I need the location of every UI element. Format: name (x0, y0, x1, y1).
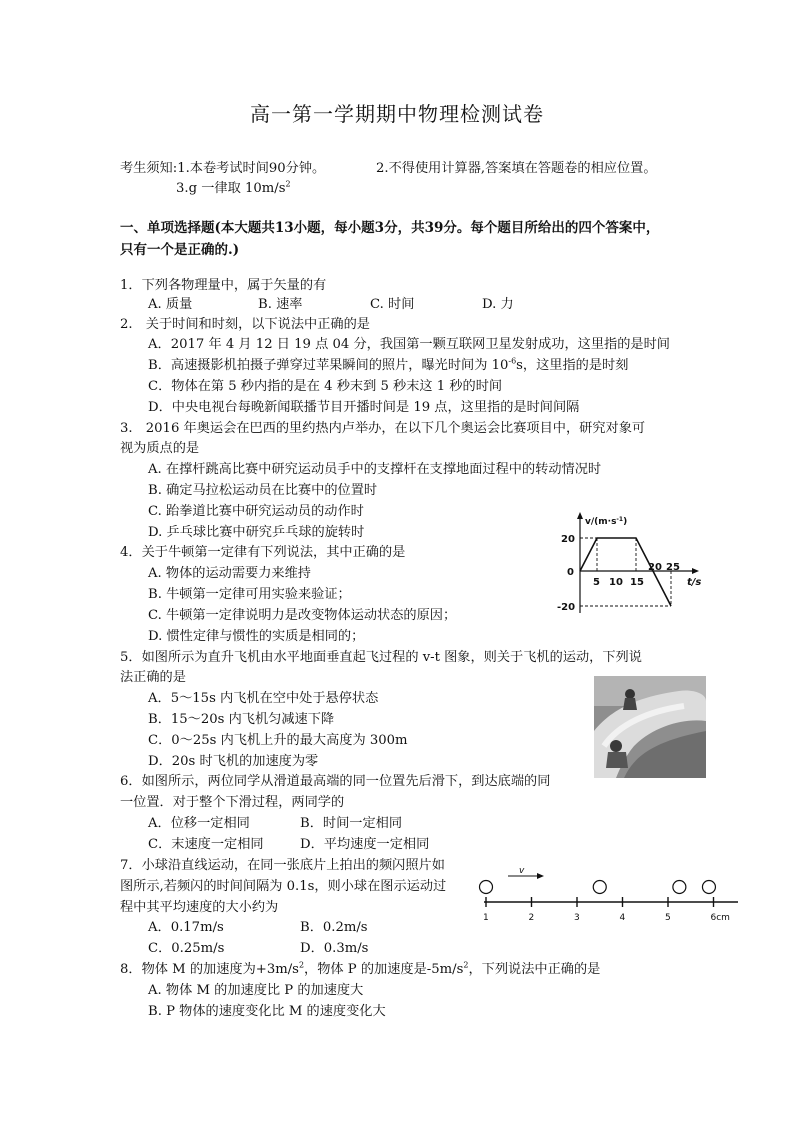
q6-option-c: C．末速度一定相同 (148, 837, 264, 852)
strobe-ball (673, 881, 686, 894)
q5-stem-1: 5．如图所示为直升飞机由水平地面垂直起飞过程的 v-t 图象，则关于飞机的运动，下列说 (120, 650, 642, 665)
q3-option-a: A. 在撑杆跳高比赛中研究运动员手中的支撑杆在支撑地面过程中的转动情况时 (148, 462, 602, 477)
q3-stem-2: 视为质点的是 (120, 441, 200, 456)
vt-xtick-10: 10 (609, 577, 623, 588)
slide-photo (594, 676, 706, 778)
q7-stem-3: 程中其平均速度的大小约为 (120, 900, 279, 915)
ruler-tick-label: 3 (574, 913, 580, 923)
q3-option-b: B. 确定马拉松运动员在比赛中的位置时 (148, 483, 378, 498)
strobe-ruler (476, 860, 742, 924)
ruler-tick-label: 1 (483, 913, 489, 923)
q2-option-a: A．2017 年 4 月 12 日 19 点 04 分，我国第一颗互联网卫星发射成功，这里指的是时间 (148, 337, 670, 352)
q7-stem-2: 图所示,若频闪的时间间隔为 0.1s，则小球在图示运动过 (120, 879, 447, 894)
strobe-ball (480, 881, 493, 894)
ruler-tick-label: 5 (665, 913, 671, 923)
q3-option-d: D. 乒乓球比赛中研究乒乓球的旋转时 (148, 525, 365, 540)
q8-option-a: A. 物体 M 的加速度比 P 的加速度大 (148, 983, 364, 998)
q5-option-b: B．15～20s 内飞机匀减速下降 (148, 712, 335, 727)
q1-option-b: B. 速率 (258, 297, 303, 312)
ruler-tick-label: 6cm (710, 913, 730, 923)
strobe-ball (702, 881, 715, 894)
vt-xtick-25: 25 (666, 562, 680, 573)
page-title: 高一第一学期期中物理检测试卷 (250, 102, 544, 126)
q4-option-a: A. 物体的运动需要力来维持 (148, 566, 311, 581)
q5-option-a: A．5～15s 内飞机在空中处于悬停状态 (148, 691, 379, 706)
section-heading-2: 只有一个是正确的.) (120, 242, 240, 258)
ruler-tick-label: 4 (619, 913, 626, 923)
q6-stem-2: 一位置．对于整个下滑过程，两同学的 (120, 795, 345, 810)
vt-ytick-20: 20 (561, 534, 575, 545)
q2-option-d: D．中央电视台每晚新闻联播节目开播时间是 19 点，这里指的是时间间隔 (148, 400, 580, 415)
q7-option-a: A．0.17m/s (148, 920, 224, 935)
q5-option-c: C．0～25s 内飞机上升的最大高度为 300m (148, 733, 408, 748)
vt-x-arrow (692, 568, 699, 574)
q4-stem: 4．关于牛顿第一定律有下列说法，其中正确的是 (120, 545, 406, 560)
vt-xtick-15: 15 (630, 577, 644, 588)
q3-option-c: C. 跆拳道比赛中研究运动员的动作时 (148, 504, 364, 519)
q6-stem-1: 6．如图所示，两位同学从滑道最高端的同一位置先后滑下，到达底端的同 (120, 774, 551, 789)
notice-line2: 3.g 一律取 $10m/s^2$ (176, 179, 291, 196)
section-heading-1: 一、单项选择题(本大题共13小题，每小题3分，共39分。每个题目所给出的四个答案中， (120, 220, 660, 236)
q6-option-b: B．时间一定相同 (300, 816, 403, 831)
strobe-ball (593, 881, 606, 894)
notice-line1b: 2.不得使用计算器,答案填在答题卷的相应位置。 (376, 161, 657, 176)
q8-stem: 8．物体 M 的加速度为$+3m/s^2$，物体 P 的加速度是$-5m/s^2$，下列说法中正确的是 (120, 960, 601, 977)
q4-option-c: C. 牛顿第一定律说明力是改变物体运动状态的原因； (148, 608, 457, 623)
q7-option-b: B．0.2m/s (300, 920, 368, 935)
q2-option-c: C．物体在第 5 秒内指的是在 4 秒末到 5 秒末这 1 秒的时间 (148, 379, 503, 394)
vt-xtick-5: 5 (593, 577, 600, 588)
vt-xtick-20: 20 (648, 562, 662, 573)
vt-ytick-neg20: -20 (557, 602, 576, 613)
notice-line1a: 考生须知:1.本卷考试时间90分钟。 (120, 161, 326, 176)
ruler-tick-label: 2 (528, 913, 535, 923)
velocity-label: v (519, 866, 525, 876)
q5-option-d: D．20s 时飞机的加速度为零 (148, 754, 319, 769)
vt-xlabel: t/s (687, 577, 702, 588)
vt-y-arrow (577, 512, 583, 519)
q5-stem-2: 法正确的是 (120, 670, 186, 685)
q4-option-d: D. 惯性定律与惯性的实质是相同的； (148, 629, 365, 644)
vt-ytick-0: 0 (567, 567, 574, 578)
q1-option-a: A. 质量 (148, 297, 193, 312)
q2-option-b: B．高速摄影机拍摄子弹穿过苹果瞬间的照片，曝光时间为 $10^{-6}s$，这里指的是时刻 (148, 356, 629, 373)
q3-stem-1: 3. 2016 年奥运会在巴西的里约热内卢举办，在以下几个奥运会比赛项目中，研究对象可 (120, 421, 646, 436)
q6-option-a: A．位移一定相同 (148, 816, 250, 831)
q7-stem-1: 7．小球沿直线运动，在同一张底片上拍出的频闪照片如 (120, 858, 445, 873)
q6-option-d: D．平均速度一定相同 (300, 837, 430, 852)
q1-stem: 1．下列各物理量中，属于矢量的有 (120, 278, 327, 293)
q1-option-d: D. 力 (482, 297, 514, 312)
q2-stem: 2. 关于时间和时刻，以下说法中正确的是 (120, 317, 370, 332)
q1-option-c: C. 时间 (370, 297, 415, 312)
q4-option-b: B. 牛顿第一定律可用实验来验证； (148, 587, 351, 602)
vt-graph (555, 508, 715, 620)
velocity-arrow (537, 873, 544, 879)
q8-option-b: B. P 物体的速度变化比 M 的速度变化大 (148, 1004, 386, 1019)
q7-option-c: C．0.25m/s (148, 941, 225, 956)
vt-ylabel: $v/(m\cdot s^{-1})$ (585, 516, 628, 527)
q7-option-d: D．0.3m/s (300, 941, 369, 956)
